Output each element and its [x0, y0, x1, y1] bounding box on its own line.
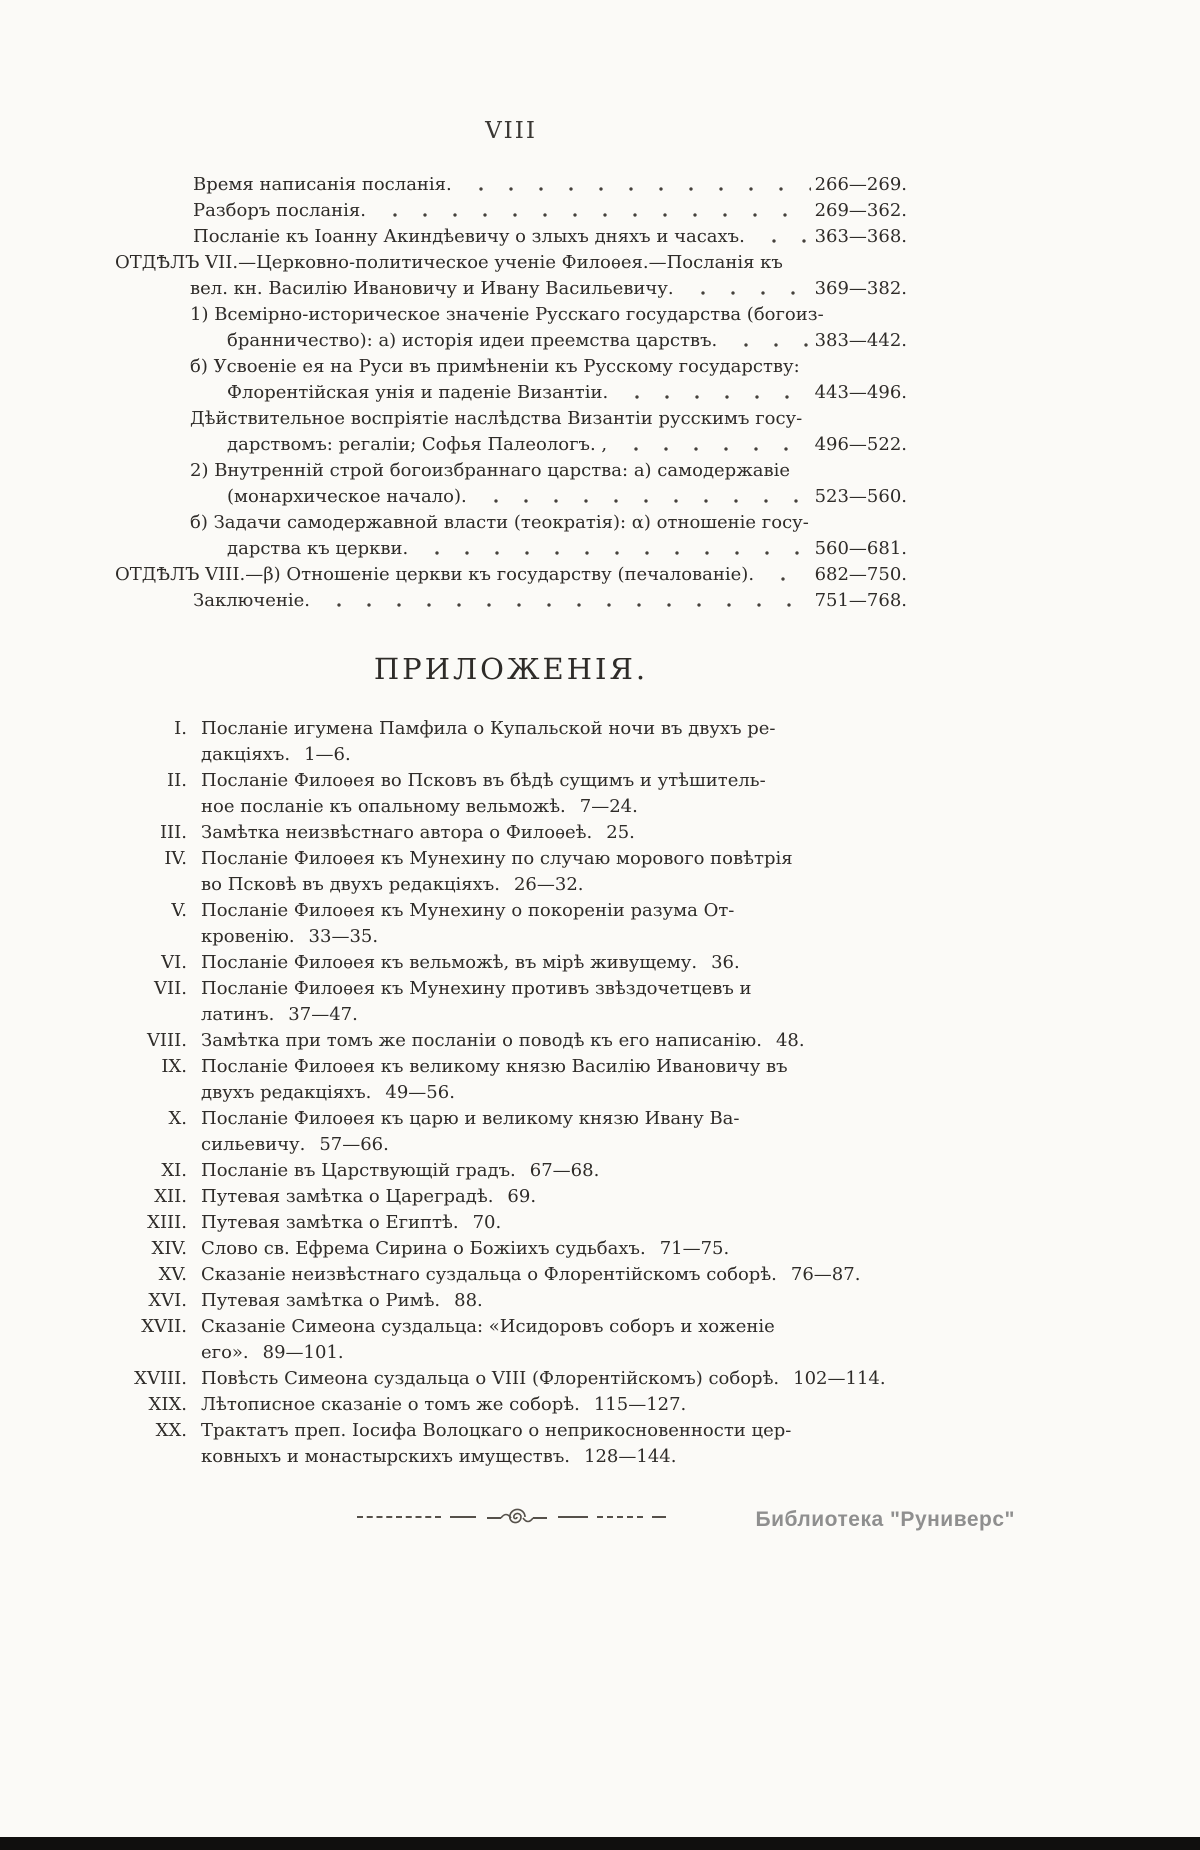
toc-entry-text: 2) Внутренній строй богоизбраннаго царства: а) самодержавіе — [190, 460, 791, 481]
page-range: 363—368. — [814, 226, 907, 247]
appendix-entry-text: Сказаніе Симеона суздальца: «Исидоровъ соборъ и хоженіе его». — [201, 1316, 775, 1363]
appendix-entry-body — [201, 1210, 907, 1236]
appendix-entry-text: Посланіе въ Царствующій градъ. — [201, 1160, 516, 1181]
toc-entry — [115, 406, 907, 458]
page-range: 33—35. — [308, 926, 379, 947]
page-range: 48. — [775, 1030, 805, 1051]
toc-entry-line — [115, 354, 907, 380]
appendix-entry — [115, 950, 907, 976]
appendix-entry-text: Сказаніе неизвѣстнаго суздальца о Флорентійскомъ соборѣ. — [201, 1264, 777, 1285]
divider-ornament — [281, 1504, 741, 1530]
appendix-entry-line — [201, 950, 907, 976]
appendix-entry-text: двухъ редакціяхъ. — [201, 1082, 372, 1103]
toc-entry-text: ОТДѢЛЪ VII.—Церковно-политическое ученіе Филоѳея.—Посланія къ — [115, 252, 783, 273]
appendix-entry-line — [201, 1444, 907, 1470]
dot-leader — [320, 588, 811, 614]
appendix-entry — [115, 1392, 907, 1418]
page-range: 443—496. — [814, 382, 907, 403]
toc-entry-text: дарствомъ: регаліи; Софья Палеологъ. , — [227, 434, 608, 455]
appendix-entry — [115, 1262, 907, 1288]
page-range: 523—560. — [814, 486, 907, 507]
appendix-entry-line — [201, 846, 907, 872]
toc-entry-text: Заключеніе. — [193, 590, 310, 611]
appendix-entry-line — [201, 872, 907, 898]
toc-entry-line — [115, 458, 907, 484]
appendix-entry-body — [201, 976, 907, 1028]
toc-entry — [115, 588, 907, 614]
appendix-entry-line — [201, 924, 907, 950]
appendix-entry — [115, 1236, 907, 1262]
toc-entry-text: б) Задачи самодержавной власти (теократія): α) отношеніе госу- — [190, 512, 809, 533]
appendix-entry-text: Повѣсть Симеона суздальца о VIII (Флорентійскомъ) соборѣ. — [201, 1368, 780, 1389]
appendix-entry-line — [201, 976, 907, 1002]
toc-entry-text: б) Усвоеніе ея на Руси въ примѣненіи къ Русскому государству: — [190, 356, 800, 377]
dot-leader — [684, 276, 811, 302]
spiral-ornament-icon — [485, 1504, 549, 1530]
appendix-numeral: XIX. — [148, 1394, 187, 1415]
appendix-entry — [115, 1106, 907, 1158]
appendix-entry-line — [201, 1366, 907, 1392]
appendix-entry-line — [201, 768, 907, 794]
toc-entry-line — [115, 536, 907, 562]
appendix-entry-text: Путевая замѣтка о Римѣ. — [201, 1290, 441, 1311]
appendix-entry-text: Путевая замѣтка о Цареградѣ. — [201, 1186, 494, 1207]
page-range: 76—87. — [790, 1264, 861, 1285]
library-watermark: Библиотека "Руниверс" — [755, 1508, 1015, 1531]
toc-entry-line — [115, 406, 907, 432]
page-range: 115—127. — [593, 1394, 687, 1415]
appendix-list — [115, 716, 907, 1470]
appendix-entry-line — [201, 1288, 907, 1314]
appendix-entry — [115, 1314, 907, 1366]
toc-entry-line — [115, 172, 907, 198]
appendix-numeral: XVII. — [141, 1316, 187, 1337]
appendix-entry-text: дакціяхъ. — [201, 744, 291, 765]
appendix-entry-text: Посланіе Филоѳея къ царю и великому князю Ивану Ва- — [201, 1108, 740, 1129]
toc-entry-line — [115, 276, 907, 302]
appendix-entry-text: во Псковѣ въ двухъ редакціяхъ. — [201, 874, 500, 895]
divider-dash — [558, 1516, 588, 1518]
scan-bottom-bar — [0, 1837, 1200, 1850]
appendix-entry-line — [201, 1236, 907, 1262]
page-range: 36. — [711, 952, 740, 973]
toc-entry-text: Разборъ посланія. — [193, 200, 366, 221]
appendix-entry-text: Замѣтка неизвѣстнаго автора о Филоѳеѣ. — [201, 822, 593, 843]
dot-leader — [755, 224, 811, 250]
page-range: 89—101. — [262, 1342, 344, 1363]
appendix-entry-text: Замѣтка при томъ же посланіи о поводѣ къ его написанію. — [201, 1030, 762, 1051]
appendix-entry-text: Посланіе Филоѳея къ Мунехину о покореніи разума От- — [201, 900, 735, 921]
toc-entry-line — [115, 562, 907, 588]
toc-entry — [115, 458, 907, 510]
appendix-entry-text: сильевичу. — [201, 1134, 306, 1155]
page-number: VIII — [485, 118, 537, 144]
page-range: 37—47. — [288, 1004, 358, 1025]
appendix-numeral: III. — [159, 822, 187, 843]
appendix-entry-line — [201, 716, 907, 742]
toc-entry — [115, 510, 907, 562]
toc-entry — [115, 224, 907, 250]
appendix-numeral: V. — [171, 900, 187, 921]
appendix-numeral: XV. — [158, 1264, 187, 1285]
appendix-entry-text: Посланіе Филоѳея къ Мунехину по случаю морового повѣтрія — [201, 848, 793, 869]
appendix-numeral: XVI. — [148, 1290, 187, 1311]
toc-entry-text: Время написанія посланія. — [193, 174, 452, 195]
appendix-entry-body — [201, 820, 907, 846]
appendix-numeral: VIII. — [146, 1030, 187, 1051]
toc-entry-line — [115, 432, 907, 458]
appendix-entry — [115, 716, 907, 768]
toc-section — [115, 172, 907, 614]
page-range: 682—750. — [814, 564, 907, 585]
appendix-entry-text: Трактатъ преп. Іосифа Волоцкаго о неприкосновенности цер- — [201, 1420, 792, 1441]
appendix-entry — [115, 898, 907, 950]
appendix-entry-text: Слово св. Ефрема Сирина о Божіихъ судьбахъ. — [201, 1238, 646, 1259]
page-range: 266—269. — [814, 174, 907, 195]
page-range: 369—382. — [814, 278, 907, 299]
toc-entry-line — [115, 198, 907, 224]
appendix-entry — [115, 846, 907, 898]
appendix-entry-line — [201, 1132, 907, 1158]
dot-leader — [418, 536, 810, 562]
appendix-section — [115, 716, 907, 1470]
appendix-entry-body — [201, 1184, 907, 1210]
appendix-numeral: IX. — [161, 1056, 187, 1077]
toc-entry-line — [115, 250, 907, 276]
toc-entry — [115, 172, 907, 198]
page-range: 7—24. — [579, 796, 638, 817]
appendix-entry-text: Посланіе Филоѳея къ вельможѣ, въ мірѣ живущему. — [201, 952, 698, 973]
dot-leader — [764, 562, 811, 588]
toc-entry-line — [115, 224, 907, 250]
toc-entry-text: Посланіе къ Іоанну Акиндѣевичу о злыхъ дняхъ и часахъ. — [193, 226, 745, 247]
appendix-entry — [115, 1288, 907, 1314]
appendix-entry-line — [201, 1158, 907, 1184]
appendix-entry-body — [201, 1236, 907, 1262]
appendix-numeral: XI. — [161, 1160, 187, 1181]
appendix-entry-body — [201, 768, 907, 820]
appendix-entry-body — [201, 846, 907, 898]
appendix-numeral: XIV. — [151, 1238, 187, 1259]
page-range: 57—66. — [319, 1134, 389, 1155]
appendix-entry-body — [201, 898, 907, 950]
appendix-numeral: XII. — [154, 1186, 187, 1207]
appendix-entry-line — [201, 1418, 907, 1444]
toc-entry-line — [115, 484, 907, 510]
appendix-numeral: XVIII. — [134, 1368, 187, 1389]
dot-leader — [462, 172, 811, 198]
appendix-entry-line — [201, 898, 907, 924]
appendix-numeral: VII. — [154, 978, 187, 999]
page-range: 128—144. — [584, 1446, 677, 1467]
toc-entry-text: Дѣйствительное воспріятіе наслѣдства Византіи русскимъ госу- — [190, 408, 803, 429]
divider-dash-left — [357, 1516, 441, 1518]
appendix-entry-text: кровенію. — [201, 926, 295, 947]
appendix-entry-body — [201, 1106, 907, 1158]
divider-dash — [450, 1516, 476, 1518]
toc-entry-text: (монархическое начало). — [227, 486, 467, 507]
appendix-entry-body — [201, 716, 907, 768]
appendix-entry-body — [201, 1418, 907, 1470]
toc-entry-text: 1) Всемірно-историческое значеніе Русскаго государства (богоиз- — [190, 304, 824, 325]
appendix-entry-line — [201, 1028, 907, 1054]
appendix-entry-line — [201, 820, 907, 846]
appendix-entry-line — [201, 1106, 907, 1132]
toc-entry-line — [115, 328, 907, 354]
appendix-entry-text: Посланіе Филоѳея къ Мунехину противъ звѣздочетцевъ и — [201, 978, 752, 999]
appendix-entry-body — [201, 1366, 907, 1392]
appendix-numeral: IV. — [164, 848, 187, 869]
toc-entry — [115, 562, 907, 588]
appendix-entry-line — [201, 1080, 907, 1106]
toc-entry-line — [115, 588, 907, 614]
appendix-numeral: VI. — [161, 952, 187, 973]
appendix-entry-body — [201, 1288, 907, 1314]
page-range: 25. — [606, 822, 635, 843]
appendix-entry-text: латинъ. — [201, 1004, 275, 1025]
appendix-entry-body — [201, 1314, 907, 1366]
toc-entry-text: Флорентійская унія и паденіе Византіи. — [227, 382, 609, 403]
appendix-entry — [115, 1210, 907, 1236]
dot-leader — [617, 432, 810, 458]
page-range: 751—768. — [814, 590, 907, 611]
appendix-entry — [115, 1184, 907, 1210]
appendix-entry — [115, 976, 907, 1028]
appendix-entry-body — [201, 1262, 907, 1288]
page-range: 496—522. — [814, 434, 907, 455]
appendix-entry-line — [201, 1210, 907, 1236]
appendix-numeral: XIII. — [147, 1212, 187, 1233]
appendix-entry — [115, 768, 907, 820]
appendix-entry — [115, 1366, 907, 1392]
appendix-entry-line — [201, 1184, 907, 1210]
toc-entry — [115, 198, 907, 224]
page-range: 88. — [454, 1290, 483, 1311]
toc-entry — [115, 302, 907, 354]
appendix-entry-line — [201, 1314, 907, 1366]
toc-entry-line — [115, 510, 907, 536]
appendix-entry — [115, 1054, 907, 1106]
toc-entry-line — [115, 302, 907, 328]
divider-dash-right — [597, 1516, 643, 1518]
appendix-entry-body — [201, 1054, 907, 1106]
appendix-entry-line — [201, 1054, 907, 1080]
toc-entry-text: вел. кн. Василію Ивановичу и Ивану Васильевичу. — [190, 278, 674, 299]
page-range: 26—32. — [513, 874, 584, 895]
appendix-entry-text: Посланіе Филоѳея къ великому князю Василію Ивановичу въ — [201, 1056, 788, 1077]
appendix-entry — [115, 1028, 907, 1054]
appendix-numeral: I. — [174, 718, 187, 739]
divider-dash-end — [652, 1516, 666, 1518]
toc-entry-line — [115, 380, 907, 406]
appendix-entry-line — [201, 1262, 907, 1288]
appendix-numeral: II. — [167, 770, 187, 791]
appendix-numeral: XX. — [155, 1420, 187, 1441]
toc-entry — [115, 354, 907, 406]
page-range: 102—114. — [793, 1368, 886, 1389]
appendix-entry-body — [201, 950, 907, 976]
appendix-entry-body — [201, 1158, 907, 1184]
dot-leader — [618, 380, 810, 406]
appendix-entry-line — [201, 742, 907, 768]
toc-entry-text: дарства къ церкви. — [227, 538, 409, 559]
page-range: 71—75. — [659, 1238, 730, 1259]
appendix-entry — [115, 1158, 907, 1184]
toc-entry — [115, 250, 907, 302]
appendix-entry-line — [201, 1002, 907, 1028]
toc-entry-text: бранничество): а) исторія идеи преемства царствъ. — [227, 330, 718, 351]
appendix-entry — [115, 1418, 907, 1470]
appendix-entry — [115, 820, 907, 846]
appendix-entry-text: ное посланіе къ опальному вельможѣ. — [201, 796, 566, 817]
appendix-heading: ПРИЛОЖЕНІЯ. — [373, 652, 649, 686]
page-range: 70. — [472, 1212, 502, 1233]
appendix-entry-text: Лѣтописное сказаніе о томъ же соборѣ. — [201, 1394, 580, 1415]
appendix-entry-line — [201, 794, 907, 820]
page-range: 49—56. — [385, 1082, 455, 1103]
dot-leader — [727, 328, 810, 354]
appendix-entry-line — [201, 1392, 907, 1418]
dot-leader — [376, 198, 811, 224]
page-range: 67—68. — [529, 1160, 600, 1181]
appendix-entry-text: Посланіе игумена Памфила о Купальской ночи въ двухъ ре- — [201, 718, 776, 739]
appendix-numeral: X. — [168, 1108, 187, 1129]
book-page — [115, 0, 907, 1530]
appendix-entry-text: ковныхъ и монастырскихъ имуществъ. — [201, 1446, 571, 1467]
page-range: 1—6. — [304, 744, 351, 765]
appendix-entry-body — [201, 1392, 907, 1418]
page-range: 269—362. — [814, 200, 907, 221]
page-range: 383—442. — [814, 330, 907, 351]
appendix-entry-text: Посланіе Филоѳея во Псковъ въ бѣдѣ сущимъ и утѣшитель- — [201, 770, 766, 791]
toc-list — [115, 172, 907, 614]
toc-entry-text: ОТДѢЛЪ VIII.—β) Отношеніе церкви къ государству (печалованіе). — [115, 564, 755, 585]
appendix-entry-text: Путевая замѣтка о Египтѣ. — [201, 1212, 459, 1233]
appendix-entry-body — [201, 1028, 907, 1054]
page-range: 69. — [507, 1186, 537, 1207]
dot-leader — [477, 484, 811, 510]
page-range: 560—681. — [814, 538, 907, 559]
